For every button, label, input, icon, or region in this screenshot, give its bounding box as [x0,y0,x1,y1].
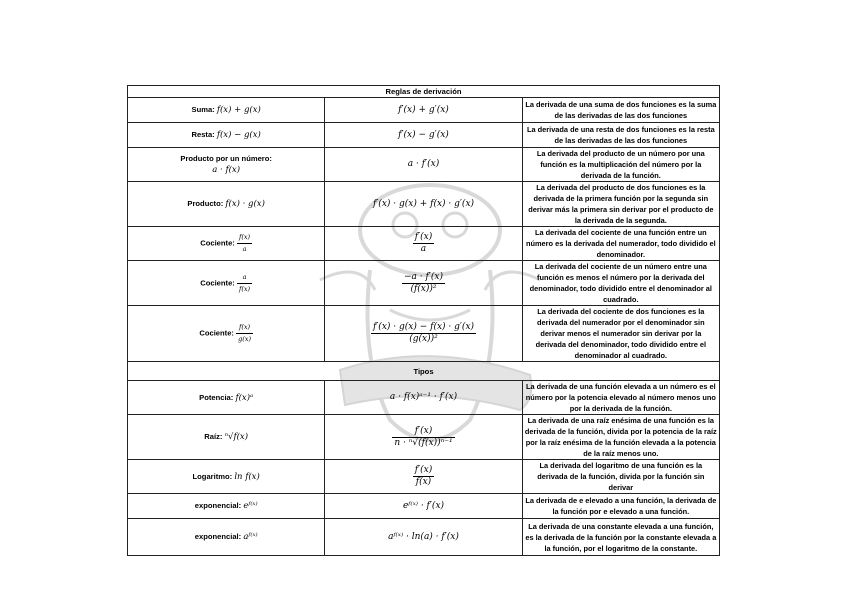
rule-label: exponencial: aᶠ⁽ˣ⁾ [128,519,325,556]
rule-description: La derivada de una suma de dos funciones es la suma de las derivadas de las dos funciones [522,98,719,123]
table-row [128,98,720,123]
rule-formula: $\frac{f'(x)}{f(x)}$ [325,460,522,494]
table-row [128,261,720,306]
table-row [128,519,720,556]
rule-label: Suma: f(x) + g(x) [128,98,325,123]
rule-label: Potencia: f(x)ᵃ [128,381,325,415]
rule-description: La derivada de una constante elevada a una función, es la derivada de la función por la constante elevada a la función, por el logaritmo de la constante. [522,519,719,556]
table-title: Reglas de derivación [128,86,720,98]
rule-label: Logaritmo: ln f(x) [128,460,325,494]
table-row [128,381,720,415]
table-row [128,148,720,182]
section-header-row [128,362,720,381]
table-row [128,182,720,227]
rule-label: Cociente: $\frac{f(x)}{g(x)}$ [128,306,325,362]
table-row [128,227,720,261]
rule-formula: f′(x) · g(x) + f(x) · g′(x) [325,182,522,227]
rule-description: La derivada del cociente de dos funciones es la derivada del numerador por el denominador sin derivar menos el numerador sin derivar por la derivada del denominador, todo dividido entre el denominador al cuadrado. [522,306,719,362]
rule-description: La derivada de una función elevada a un número es el número por la potencia elevado al número menos uno por la derivada de la función. [522,381,719,415]
rule-label: Raíz: ⁿ√f(x) [128,415,325,460]
rule-formula: $\frac{f'(x)}{\text{n · ⁿ√(f(x))ⁿ⁻¹}}$ [325,415,522,460]
rule-label: exponencial: eᶠ⁽ˣ⁾ [128,494,325,519]
rule-formula: aᶠ⁽ˣ⁾ · ln(a) · f′(x) [325,519,522,556]
rule-label: Resta: f(x) − g(x) [128,123,325,148]
rule-description: La derivada del logaritmo de una función es la derivada de la función, divida por la función sin derivar [522,460,719,494]
rule-label: Cociente: $\frac{a}{f(x)}$ [128,261,325,306]
table-row [128,494,720,519]
rule-description: La derivada de una raíz enésima de una función es la derivada de la función, divida por la potencia de la raíz por la raíz enésima de la función elevada a la potencia de la raíz menos uno. [522,415,719,460]
table-title-row [128,86,720,98]
table-row [128,123,720,148]
section-title: Tipos [128,362,720,381]
rule-formula: a · f(x)ᵃ⁻¹ · f′(x) [325,381,522,415]
rule-description: La derivada de e elevado a una función, la derivada de la función por e elevado a una función. [522,494,719,519]
rule-label: Producto: f(x) · g(x) [128,182,325,227]
rule-description: La derivada del cociente de un número entre una función es menos el número por la derivada del denominador, todo dividido entre el denominador al cuadrado. [522,261,719,306]
rule-formula: $\frac{-a \cdot f'(x)}{\text{(f(x))²}}$ [325,261,522,306]
table-row [128,460,720,494]
rule-formula: $\frac{f'(x)}{a}$ [325,227,522,261]
table-row [128,415,720,460]
rule-formula: $\frac{f'(x) \cdot g(x) - f(x) \cdot g'(x)}{\text{(g(x))²}}$ [325,306,522,362]
derivation-rules-document [127,85,720,556]
rule-formula: f′(x) − g′(x) [325,123,522,148]
rule-formula: a · f′(x) [325,148,522,182]
rule-label: Cociente: $\frac{f(x)}{a}$ [128,227,325,261]
derivation-rules-table [127,85,720,556]
rule-formula: eᶠ⁽ˣ⁾ · f′(x) [325,494,522,519]
table-row [128,306,720,362]
rule-description: La derivada del producto de dos funciones es la derivada de la primera función por la segunda sin derivar más la primera sin derivar por el producto de la derivada de la segunda. [522,182,719,227]
rule-description: La derivada del producto de un número por una función es la multiplicación del número por la derivada de la función. [522,148,719,182]
rule-formula: f′(x) + g′(x) [325,98,522,123]
rule-description: La derivada de una resta de dos funciones es la resta de las derivadas de las dos funciones [522,123,719,148]
rule-description: La derivada del cociente de una función entre un número es la derivada del numerador, todo dividido el denominador. [522,227,719,261]
rule-label: Producto por un número: a · f(x) [128,148,325,182]
